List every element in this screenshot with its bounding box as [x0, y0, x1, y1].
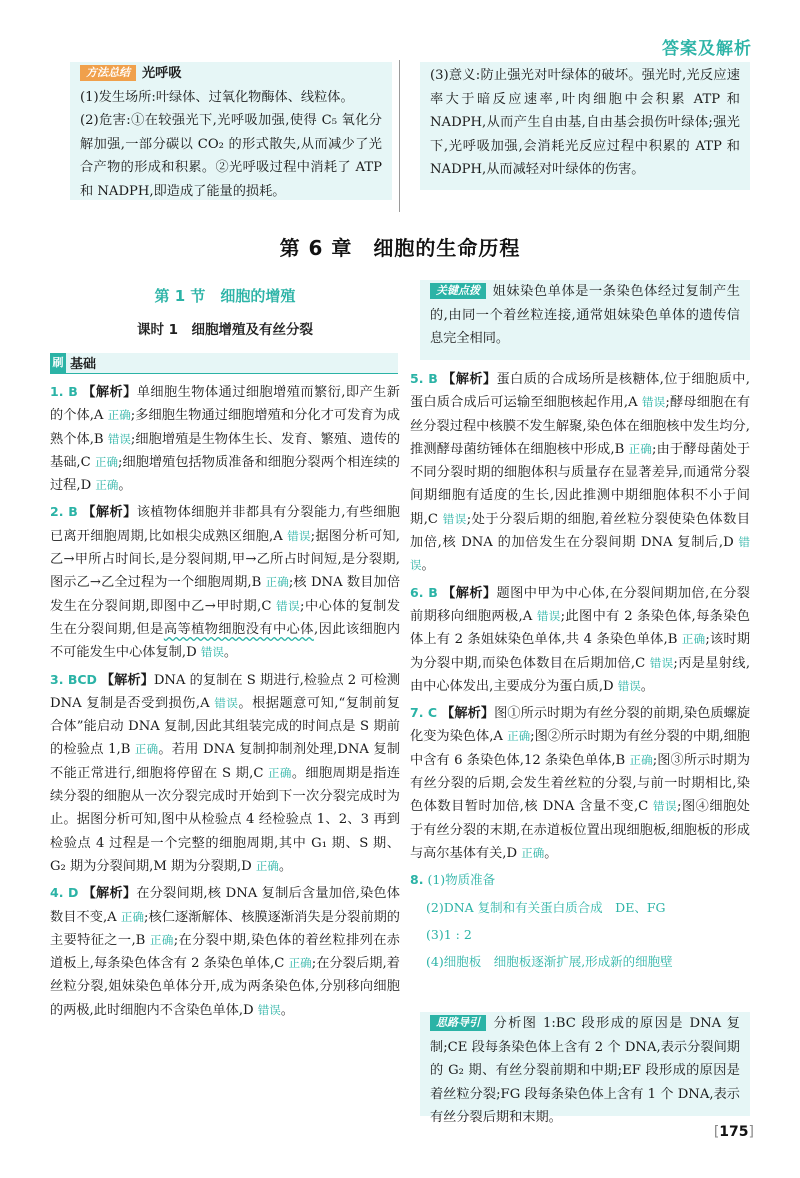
key-point-box: [420, 280, 750, 360]
guide-text: 分析图 1:BC 段形成的原因是 DNA 复制;CE 段每条染色体上含有 2 个 DNA,表示分裂间期的 G₂ 期、有丝分裂前期和中期;EF 段形成的原因是着丝粒分裂;FG 段每条染色体上含有 1 个 DNA,表示有丝分裂后期和末期。: [430, 1016, 740, 1125]
answer-4-text: 在分裂间期,核 DNA 复制后含量加倍,染色体数目不变,A: [50, 886, 400, 925]
wavy-underline-text: 高等植物细胞没有中心体: [163, 621, 314, 637]
answer-7-text: ;图③所示时期为有丝分裂的后期,会发生着丝粒的分裂,与前一时期相比,染色体数目暂时加倍,核 DNA 含量不变,C: [410, 752, 751, 815]
answer-5-key: 5. B: [410, 371, 438, 386]
verdict: 正确: [681, 632, 706, 647]
analysis-label: 【解析】: [100, 672, 154, 688]
analysis-label: 【解析】: [441, 585, 497, 601]
verdict: 错误: [276, 598, 301, 613]
answer-2: [50, 500, 400, 664]
section-title: 第 1 节 细胞的增殖: [154, 287, 296, 305]
verdict: 正确: [288, 956, 312, 971]
verdict: 正确: [94, 454, 118, 469]
answer-2-text: ;据图分析可知,乙→甲所占时间长,是分裂间期,甲→乙所占时间短,是分裂期,图示乙→乙全过程为一个细胞周期,B: [50, 528, 401, 591]
answer-6-text: ;该时期为分裂中期,而染色体数目在后期加倍,C: [410, 632, 751, 671]
basic-label: 基础: [70, 357, 97, 372]
answer-6-text: 。: [640, 678, 654, 694]
guide-box: [420, 1012, 750, 1125]
answer-5-text: 蛋白质的合成场所是核糖体,位于细胞质中,蛋白质合成后可运输至细胞核起作用,A: [410, 372, 750, 411]
answer-6-text: 题图中甲为中心体,在分裂间期加倍,在分裂前期移向细胞两极,A: [410, 585, 750, 624]
answer-1: [50, 380, 400, 497]
answer-7-text: 。: [544, 845, 558, 861]
key-point-tag: 关键点拨: [430, 283, 486, 299]
answer-7-key: 7. C: [410, 705, 438, 721]
answer-5-text: ;处于分裂后期的细胞,着丝粒分裂使染色体数目加倍,核 DNA 的加倍发生在分裂间期 DNA 复制后,D: [410, 511, 751, 551]
method-summary-tag: 方法总结: [80, 65, 136, 81]
answer-4-key: 4. D: [50, 885, 79, 901]
verdict: 错误: [442, 511, 467, 526]
answer-1-text: ;多细胞生物通过细胞增殖和分化才可发育为成熟个体,B: [50, 408, 400, 447]
answer-3-text: 。若用 DNA 复制抑制剂处理,DNA 复制不能正常进行,细胞将停留在 S 期,C: [50, 742, 400, 781]
answer-5-text: ;酵母细胞在有丝分裂过程中核膜不发生解聚,染色体在细胞核中发生均分,推测酵母菌纺锤体在细胞核中形成,B: [410, 395, 751, 457]
verdict: 错误: [536, 608, 561, 623]
answer-1-text: 单细胞生物体通过细胞增殖而繁衍,即产生新的个体,A: [50, 385, 400, 424]
answer-4-text: 。: [280, 1002, 294, 1018]
verdict: 错误: [107, 431, 131, 446]
key-point-text: 姐妹染色单体是一条染色体经过复制产生的,由同一个着丝粒连接,通常姐妹染色单体的遗传信息完全相同。: [430, 284, 740, 346]
page-number: [175]: [713, 1124, 754, 1140]
answer-3-text: 。细胞周期是指连续分裂的细胞从一次分裂完成时开始到下一次分裂完成时为止。据图分析可知,图中从检验点 4 经检验点 1、2、3 再到检验点 4 过程是一个完整的细胞周期,其中 G₁ 期、S 期、G₂ 期为分裂间期,M 期为分裂期,D: [50, 765, 401, 874]
answer-4: [50, 881, 400, 1022]
verdict: 正确: [255, 858, 279, 873]
answer-8-key: 8.: [410, 872, 424, 888]
verdict: 正确: [149, 932, 174, 947]
answer-8-line-4: [410, 950, 750, 974]
answer-6-text: ;丙是星射线,由中心体发出,主要成分为蛋白质,D: [410, 655, 751, 694]
answer-7: [410, 701, 750, 865]
answer-5-text: 。: [421, 558, 435, 574]
answer-3-text: 。: [278, 858, 293, 874]
answer-4-text: ;核仁逐渐解体、核膜逐渐消失是分裂前期的主要特征之一,B: [50, 909, 400, 948]
verdict: 正确: [629, 752, 653, 767]
verdict: 错误: [652, 799, 678, 814]
answer-2-text: 该植物体细胞并非都具有分裂能力,有些细胞已离开细胞周期,比如根尖成熟区细胞,A: [50, 505, 400, 544]
answer-4-text: ;在分裂中期,染色体的着丝粒排列在赤道板上,每条染色体含有 2 条染色单体,C: [50, 932, 400, 972]
verdict: 错误: [410, 535, 750, 573]
verdict: 正确: [265, 575, 289, 590]
verdict: 正确: [134, 742, 159, 757]
answer-5: [410, 367, 750, 578]
answer-1-text: 。: [118, 478, 132, 494]
answer-1-key: 1. B: [50, 384, 78, 399]
chapter-title: 第 6 章 细胞的生命历程: [279, 236, 521, 260]
analysis-label: 【解析】: [81, 505, 137, 521]
answer-2-text: ;中心体的复制发生在分裂间期,但是: [50, 598, 401, 637]
answer-3: [50, 668, 400, 879]
answer-1-text: ;细胞增殖是生物体生长、发育、繁殖、遗传的基础,C: [50, 431, 401, 470]
verdict: 正确: [120, 909, 145, 924]
answer-8-line-1: [410, 868, 750, 892]
column-divider: [399, 60, 400, 212]
basic-bar: [50, 353, 398, 374]
analysis-label: 【解析】: [82, 886, 137, 902]
verdict: 正确: [521, 845, 545, 860]
method-summary-line-2: (2)危害:①在较强光下,光呼吸加强,使得 C₅ 氧化分解加强,一部分碳以 CO₂ 的形式散失,从而减少了光合产物的形成和积累。②光呼吸过程中消耗了 ATP 和 NADPH,即造成了能量的损耗。: [80, 113, 382, 199]
verdict: 正确: [507, 729, 531, 744]
analysis-label: 【解析】: [441, 706, 495, 722]
answer-3-text: DNA 的复制在 S 期进行,检验点 2 可检测 DNA 复制是否受到损伤,A: [50, 672, 400, 711]
answer-7-text: 图①所示时期为有丝分裂的前期,染色质螺旋化变为染色体,A: [410, 706, 751, 745]
answer-3-key: 3. BCD: [50, 671, 97, 687]
verdict: 错误: [214, 695, 239, 710]
answer-7-text: ;图②所示时期为有丝分裂的中期,细胞中含有 6 条染色体,12 条染色单体,B: [410, 729, 750, 768]
answer-8-line-3: [410, 923, 750, 947]
answer-2-text: 。: [223, 645, 238, 661]
significance-box: [420, 62, 750, 190]
verdict: 正确: [268, 765, 292, 780]
answer-3-text: 。根据题意可知,“复制前复合体”能启动 DNA 复制,因此其组装完成的时间点是 S 期前的检验点 1,B: [50, 695, 400, 758]
verdict: 错误: [257, 1002, 281, 1017]
verdict: 正确: [95, 478, 119, 493]
answer-6-key: 6. B: [410, 584, 438, 600]
verdict: 错误: [617, 678, 641, 693]
verdict: 错误: [287, 528, 311, 543]
answer-1-text: ;细胞增殖包括物质准备和细胞分裂两个相连续的过程,D: [50, 454, 400, 494]
answer-8-part-1: (1)物质准备: [427, 872, 496, 888]
analysis-label: 【解析】: [441, 372, 497, 387]
answer-2-text: ;核 DNA 数目加倍发生在分裂间期,即图中乙→甲时期,C: [50, 575, 401, 614]
basic-badge: 刷: [50, 353, 66, 373]
verdict: 正确: [628, 441, 653, 456]
answer-2-text: ,因此该细胞内不可能发生中心体复制,D: [50, 621, 401, 661]
page-number-value: 175: [719, 1124, 749, 1140]
right-column: [410, 367, 750, 974]
analysis-label: 【解析】: [81, 385, 137, 400]
answer-6-text: ;此图中有 2 条染色体,每条染色体上有 2 条姐妹染色单体,共 4 条染色单体,B: [410, 608, 750, 648]
answer-8-part-4: (4)细胞板 细胞板逐渐扩展,形成新的细胞壁: [426, 954, 673, 970]
answer-5-text: ;由于酵母菌处于不同分裂时期的细胞体积与质量存在显著差异,而通常分裂间期细胞有适度的生长,因此推测中期细胞体积不小于间期,C: [410, 441, 751, 527]
verdict: 错误: [641, 395, 666, 410]
header-title: 答案及解析: [662, 39, 752, 59]
method-summary-box: [70, 62, 392, 200]
answer-6: [410, 581, 750, 698]
guide-tag: 思路导引: [430, 1015, 486, 1031]
method-summary-title: 光呼吸: [142, 66, 182, 81]
verdict: 正确: [107, 408, 131, 423]
answer-8-part-2: (2)DNA 复制和有关蛋白质合成 DE、FG: [426, 899, 666, 915]
left-column: [50, 380, 400, 1022]
verdict: 错误: [649, 655, 674, 670]
method-summary-line-1: (1)发生场所:叶绿体、过氧化物酶体、线粒体。: [80, 89, 354, 105]
significance-text: (3)意义:防止强光对叶绿体的破坏。强光时,光反应速率大于暗反应速率,叶肉细胞中会积累 ATP 和 NADPH,从而产生自由基,自由基会损伤叶绿体;强光下,光呼吸加强,会消耗光反应过程中积累的 ATP 和 NADPH,从而减轻对叶绿体的伤害。: [430, 68, 740, 177]
answer-7-text: ;图④细胞处于有丝分裂的末期,在赤道板位置出现细胞板,细胞板的形成与高尔基体有关,D: [410, 799, 750, 861]
answer-4-text: ;在分裂后期,着丝粒分裂,姐妹染色单体分开,成为两条染色体,分别移向细胞的两极,此时细胞内不含染色单体,D: [50, 956, 400, 1018]
answer-2-key: 2. B: [50, 504, 78, 520]
answer-8-part-3: (3)1 : 2: [426, 926, 472, 942]
lesson-title: 课时 1 细胞增殖及有丝分裂: [136, 322, 314, 338]
verdict: 错误: [200, 645, 224, 660]
answer-8-line-2: [410, 896, 750, 920]
